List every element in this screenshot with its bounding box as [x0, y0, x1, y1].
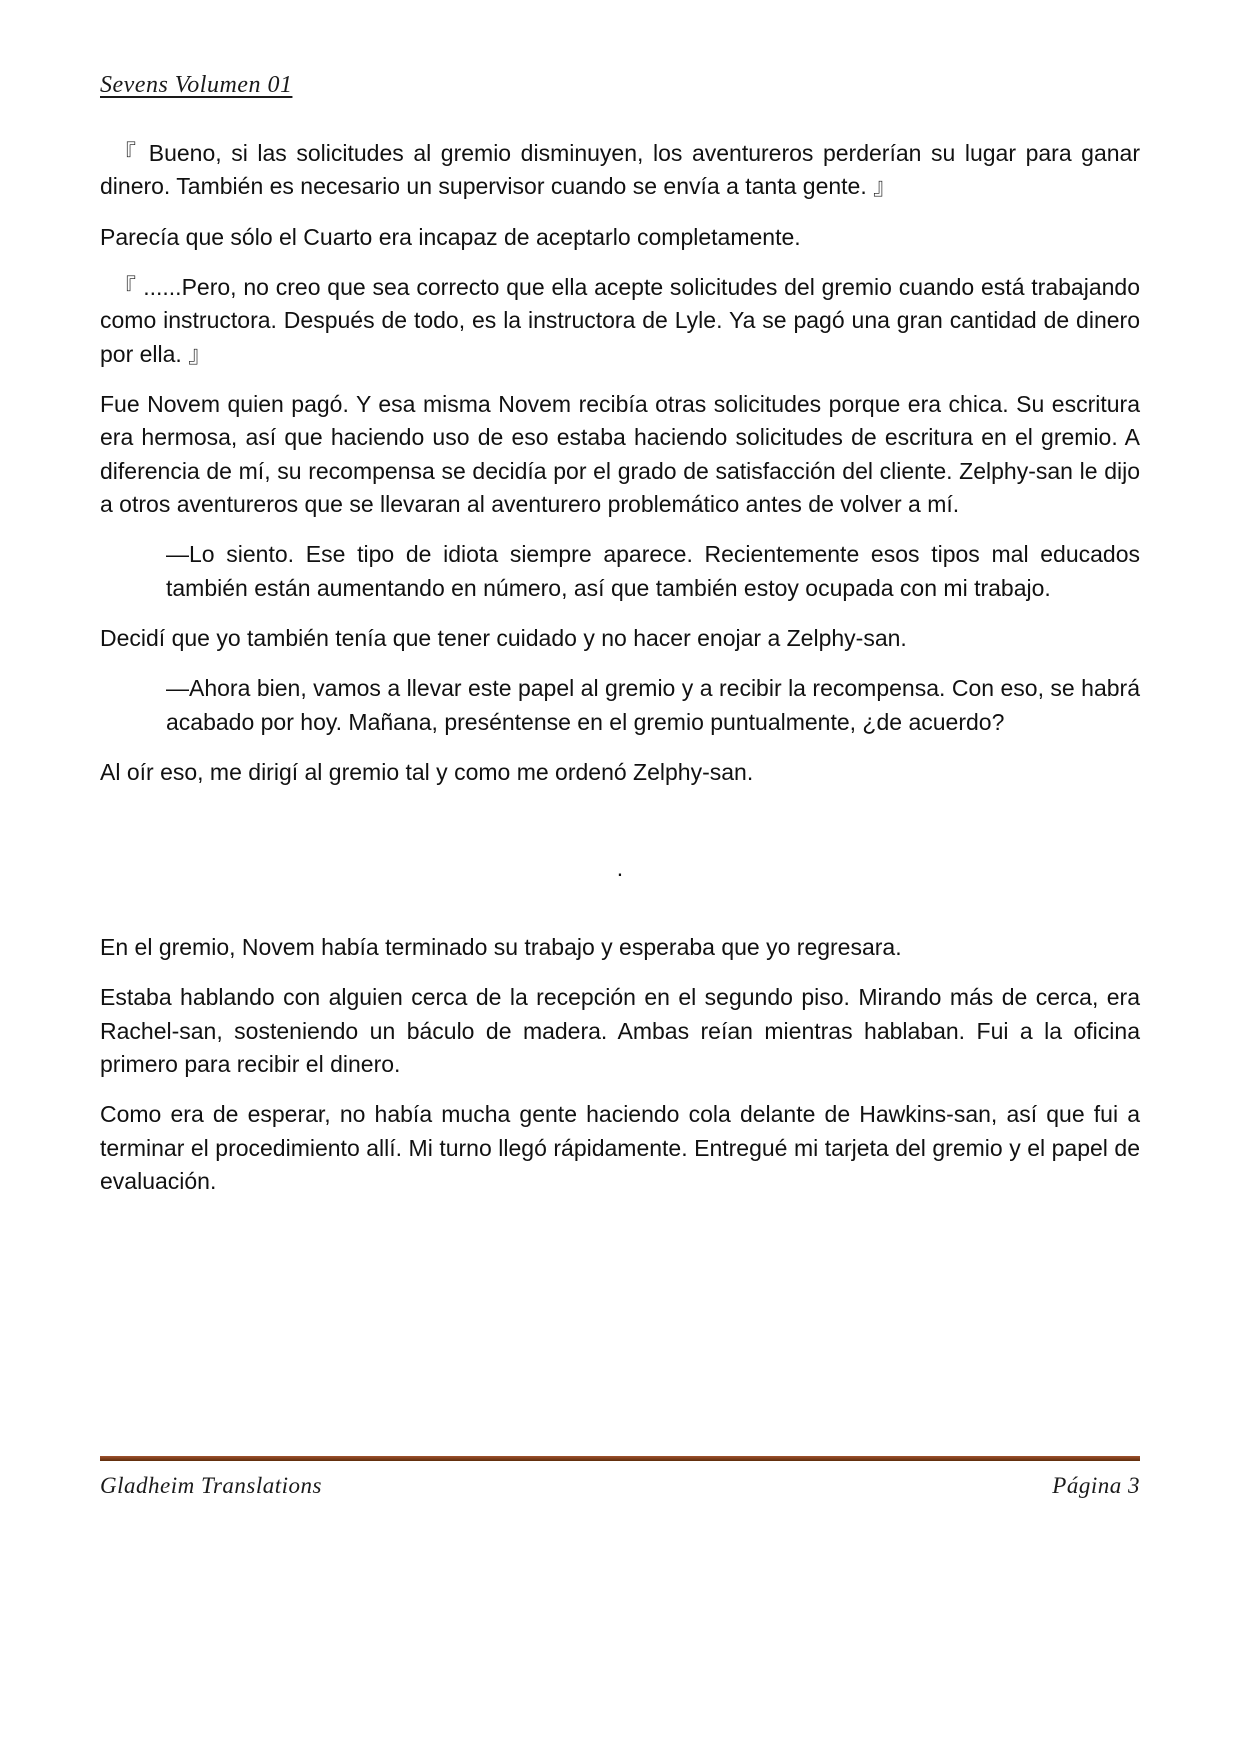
paragraph-quote: 『 ......Pero, no creo que sea correcto que ella acepte solicitudes del gremio cuando está trabajando como instructora. Después de todo, es la instructora de Lyle. Ya se pagó una gran cantidad de dinero por ella. 』: [100, 274, 1140, 367]
paragraph: Parecía que sólo el Cuarto era incapaz de aceptarlo completamente.: [100, 223, 801, 250]
footer-translator-credit: Gladheim Translations: [100, 1473, 323, 1498]
paragraph: Fue Novem quien pagó. Y esa misma Novem recibía otras solicitudes porque era chica. Su escritura era hermosa, así que haciendo uso de eso estaba haciendo solicitudes de escritura en el gremio. A diferencia de mí, su recompensa se decidía por el grado de satisfacción del cliente. Zelphy-san le dijo a otros aventureros que se llevaran al aventurero problemático antes de volver a mí.: [100, 391, 1140, 518]
paragraph-dialogue: —Lo siento. Ese tipo de idiota siempre aparece. Recientemente esos tipos mal educados también están aumentando en número, así que también estoy ocupada con mi trabajo.: [166, 541, 1140, 601]
paragraph: Decidí que yo también tenía que tener cuidado y no hacer enojar a Zelphy-san.: [100, 625, 907, 652]
paragraph: En el gremio, Novem había terminado su trabajo y esperaba que yo regresara.: [100, 933, 902, 960]
paragraph: Al oír eso, me dirigí al gremio tal y como me ordenó Zelphy-san.: [100, 759, 754, 786]
page-header-title: Sevens Volumen 01: [100, 72, 293, 98]
paragraph-dialogue: —Ahora bien, vamos a llevar este papel al gremio y a recibir la recompensa. Con eso, se habrá acabado por hoy. Mañana, preséntense en el gremio puntualmente, ¿de acuerdo?: [166, 675, 1140, 735]
paragraph: Estaba hablando con alguien cerca de la recepción en el segundo piso. Mirando más de cerca, era Rachel-san, sosteniendo un báculo de madera. Ambas reían mientras hablaban. Fui a la oficina primero para recibir el dinero.: [100, 984, 1140, 1077]
footer-page-number: Página 3: [1052, 1473, 1140, 1498]
paragraph-quote: 『 Bueno, si las solicitudes al gremio disminuyen, los aventureros perderían su lugar para ganar dinero. También es necesario un supervisor cuando se envía a tanta gente. 』: [100, 140, 1140, 200]
paragraph: Como era de esperar, no había mucha gente haciendo cola delante de Hawkins-san, así que fui a terminar el procedimiento allí. Mi turno llegó rápidamente. Entregué mi tarjeta del gremio y el papel de evaluación.: [100, 1101, 1140, 1194]
footer-rule: [100, 1456, 1140, 1461]
section-separator-dot: .: [616, 854, 624, 881]
document-body: [100, 137, 1140, 1198]
page-footer: [100, 1456, 1140, 1499]
